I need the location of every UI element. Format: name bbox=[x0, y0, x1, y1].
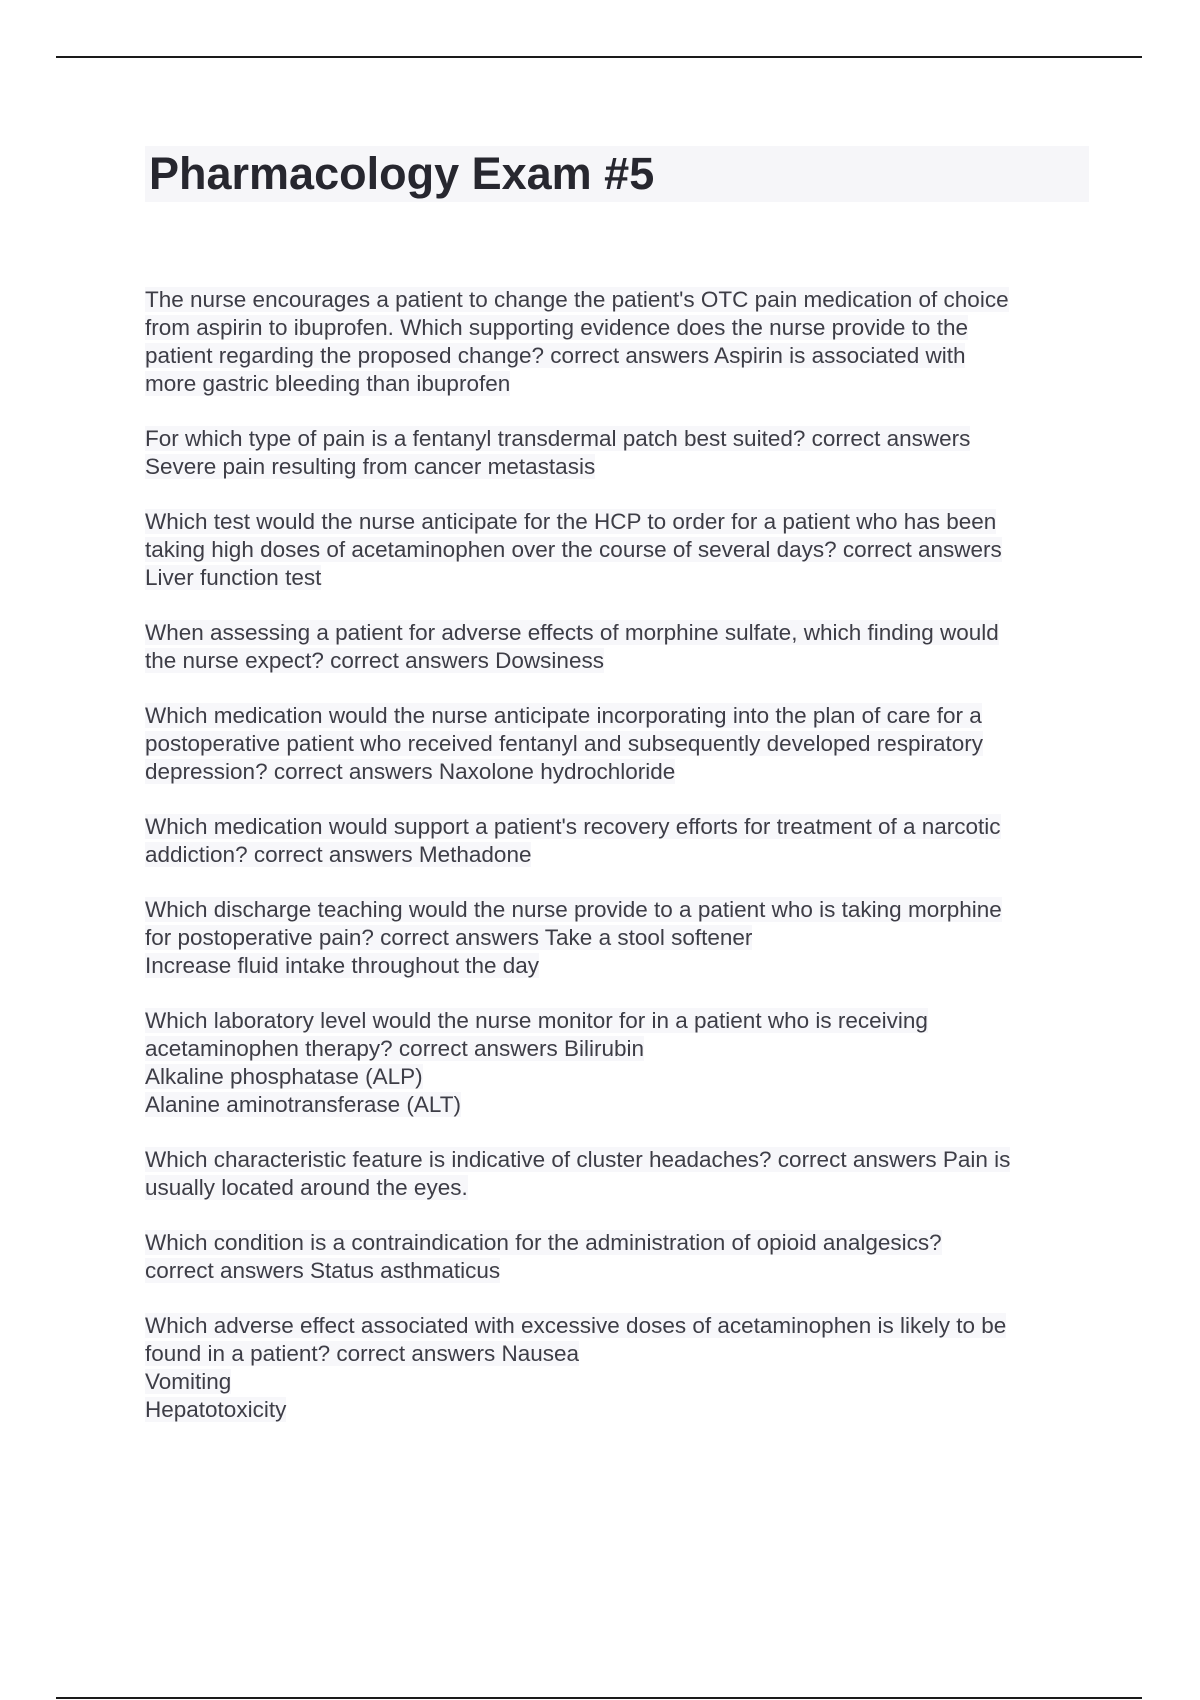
question-text: Which characteristic feature is indicative of cluster headaches? correct answers Pain is usually located around the eyes. bbox=[145, 1147, 1011, 1200]
question-text: Which condition is a contraindication for the administration of opioid analgesics? correct answers Status asthmaticus bbox=[145, 1230, 942, 1283]
question-item bbox=[145, 508, 1089, 592]
question-item bbox=[145, 1146, 1089, 1202]
question-text: Which medication would support a patient's recovery efforts for treatment of a narcotic addiction? correct answers Methadone bbox=[145, 814, 1001, 867]
question-item bbox=[145, 1007, 1089, 1119]
question-item bbox=[145, 813, 1089, 869]
question-text: For which type of pain is a fentanyl transdermal patch best suited? correct answers Severe pain resulting from cancer metastasis bbox=[145, 426, 971, 479]
question-text: Which medication would the nurse anticipate incorporating into the plan of care for a postoperative patient who received fentanyl and subsequently developed respiratory depression? correct answers Naxolone hydrochloride bbox=[145, 703, 984, 784]
document-body bbox=[145, 146, 1089, 1451]
top-rule bbox=[56, 56, 1142, 58]
question-text: Which discharge teaching would the nurse provide to a patient who is taking morphine for postoperative pain? correct answers Take a stool softener Increase fluid intake throughout the day bbox=[145, 897, 1002, 978]
question-item bbox=[145, 702, 1089, 786]
question-list bbox=[145, 286, 1089, 1424]
question-item bbox=[145, 896, 1089, 980]
question-item bbox=[145, 1312, 1089, 1424]
bottom-rule bbox=[56, 1697, 1142, 1699]
question-item bbox=[145, 1229, 1089, 1285]
question-item bbox=[145, 286, 1089, 398]
question-text: Which laboratory level would the nurse monitor for in a patient who is receiving acetaminophen therapy? correct answers Bilirubin Alkaline phosphatase (ALP) Alanine aminotransferase (ALT) bbox=[145, 1008, 928, 1117]
question-text: The nurse encourages a patient to change the patient's OTC pain medication of choice from aspirin to ibuprofen. Which supporting evidence does the nurse provide to the patient regarding the proposed change? correct answers Aspirin is associated with more gastric bleeding than ibuprofen bbox=[145, 287, 1009, 396]
question-text: Which adverse effect associated with excessive doses of acetaminophen is likely to be found in a patient? correct answers Nausea Vomiting Hepatotoxicity bbox=[145, 1313, 1007, 1422]
question-text: Which test would the nurse anticipate for the HCP to order for a patient who has been taking high doses of acetaminophen over the course of several days? correct answers Liver function test bbox=[145, 509, 1002, 590]
question-item bbox=[145, 619, 1089, 675]
question-text: When assessing a patient for adverse effects of morphine sulfate, which finding would the nurse expect? correct answers Dowsiness bbox=[145, 620, 999, 673]
question-item bbox=[145, 425, 1089, 481]
page-title: Pharmacology Exam #5 bbox=[145, 146, 1089, 202]
